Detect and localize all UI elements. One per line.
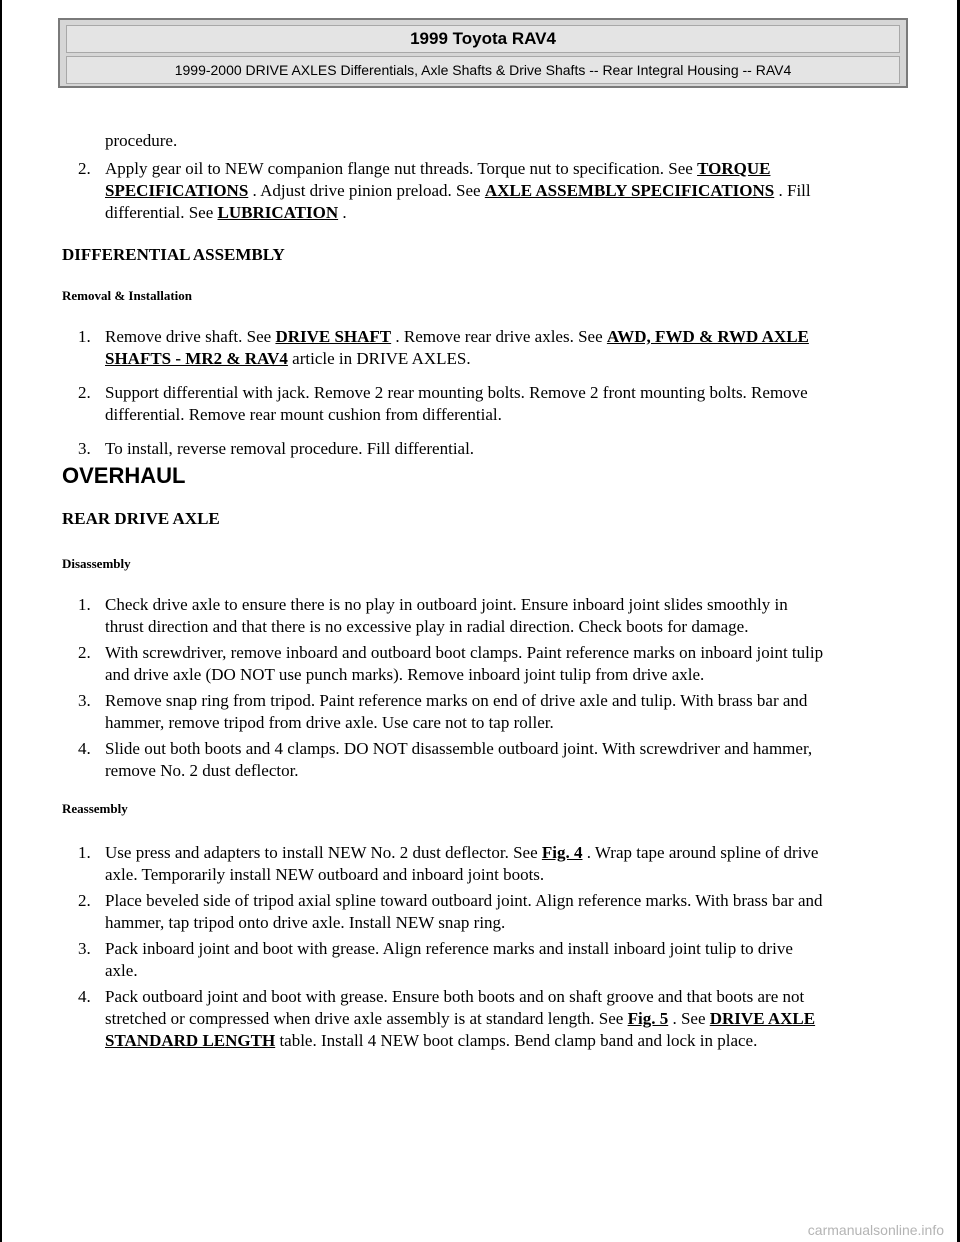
subsection-heading: Reassembly bbox=[62, 801, 128, 816]
list-item-line: Pack outboard joint and boot with grease. Ensure both boots and on shaft groove and that boots are not bbox=[105, 987, 805, 1006]
link-standard-length[interactable]: STANDARD LENGTH bbox=[105, 1031, 276, 1050]
subsection-heading: Disassembly bbox=[62, 556, 131, 571]
section-heading: DIFFERENTIAL ASSEMBLY bbox=[62, 245, 285, 264]
major-heading: OVERHAUL bbox=[62, 463, 186, 488]
list-item-line: differential. See LUBRICATION . bbox=[105, 203, 347, 222]
list-item-line: axle. bbox=[105, 961, 138, 980]
list-item-line: Apply gear oil to NEW companion flange nut threads. Torque nut to specification. See TORQUE bbox=[105, 159, 771, 178]
intro-line: procedure. bbox=[105, 131, 178, 150]
list-item-line: With screwdriver, remove inboard and outboard boot clamps. Paint reference marks on inboard joint tulip bbox=[105, 643, 824, 662]
list-number: 1. bbox=[78, 327, 91, 346]
list-item-line: differential. Remove rear mount cushion from differential. bbox=[105, 405, 502, 424]
list-item-line: Remove drive shaft. See DRIVE SHAFT . Remove rear drive axles. See AWD, FWD & RWD AXLE bbox=[105, 327, 809, 346]
list-number: 1. bbox=[78, 843, 91, 862]
list-item-line: STANDARD LENGTH table. Install 4 NEW boot clamps. Bend clamp band and lock in place. bbox=[105, 1031, 758, 1050]
list-item-line: stretched or compressed when drive axle assembly is at standard length. See Fig. 5 . See DRIVE AXLE bbox=[105, 1009, 816, 1028]
list-number: 3. bbox=[78, 939, 91, 958]
list-item-line: Use press and adapters to install NEW No. 2 dust deflector. See Fig. 4 . Wrap tape around spline of drive bbox=[105, 843, 819, 862]
list-item-line: and drive axle (DO NOT use punch marks). Remove inboard joint tulip from drive axle. bbox=[105, 665, 705, 684]
list-number: 4. bbox=[78, 739, 91, 758]
list-item-line: Check drive axle to ensure there is no play in outboard joint. Ensure inboard joint slides smoothly in bbox=[105, 595, 788, 614]
subsection-heading: Removal & Installation bbox=[62, 288, 192, 303]
link-axle-assembly-specifications[interactable]: AXLE ASSEMBLY SPECIFICATIONS bbox=[484, 181, 775, 200]
list-item-line: Remove snap ring from tripod. Paint reference marks on end of drive axle and tulip. With brass bar and bbox=[105, 691, 808, 710]
list-number: 2. bbox=[78, 643, 91, 662]
header-subtitle: 1999-2000 DRIVE AXLES Differentials, Axle Shafts & Drive Shafts -- Rear Integral Housing -- RAV4 bbox=[66, 56, 900, 84]
list-item-line: Pack inboard joint and boot with grease. Align reference marks and install inboard joint tulip to drive bbox=[105, 939, 793, 958]
document-header bbox=[58, 18, 908, 88]
link-fig-4[interactable]: Fig. 4 bbox=[541, 843, 583, 862]
link-lubrication[interactable]: LUBRICATION bbox=[217, 203, 339, 222]
list-item-line: SPECIFICATIONS . Adjust drive pinion preload. See AXLE ASSEMBLY SPECIFICATIONS . Fill bbox=[105, 181, 811, 200]
list-item-line: To install, reverse removal procedure. Fill differential. bbox=[105, 439, 475, 458]
list-number: 3. bbox=[78, 691, 91, 710]
section-heading: REAR DRIVE AXLE bbox=[62, 509, 220, 528]
list-number: 2. bbox=[78, 891, 91, 910]
link-drive-axle[interactable]: DRIVE AXLE bbox=[709, 1009, 816, 1028]
list-number: 1. bbox=[78, 595, 91, 614]
list-number: 4. bbox=[78, 987, 91, 1006]
list-item-line: axle. Temporarily install NEW outboard and inboard joint boots. bbox=[105, 865, 545, 884]
link-fig-5[interactable]: Fig. 5 bbox=[627, 1009, 669, 1028]
list-item-line: thrust direction and that there is no excessive play in radial direction. Check boots for damage. bbox=[105, 617, 749, 636]
link-drive-shaft[interactable]: DRIVE SHAFT bbox=[275, 327, 392, 346]
link-specifications[interactable]: SPECIFICATIONS bbox=[105, 181, 249, 200]
list-number: 2. bbox=[78, 159, 91, 178]
list-item-line: Slide out both boots and 4 clamps. DO NOT disassemble outboard joint. With screwdriver and hammer, bbox=[105, 739, 813, 758]
link-awd-fwd-rwd-axle[interactable]: AWD, FWD & RWD AXLE bbox=[606, 327, 809, 346]
list-number: 2. bbox=[78, 383, 91, 402]
list-item-line: hammer, remove tripod from drive axle. Use care not to tap roller. bbox=[105, 713, 554, 732]
header-title: 1999 Toyota RAV4 bbox=[66, 25, 900, 53]
watermark-text: carmanualsonline.info bbox=[807, 1222, 944, 1238]
page-left-border bbox=[0, 0, 2, 1242]
list-item-line: hammer, tap tripod onto drive axle. Install NEW snap ring. bbox=[105, 913, 506, 932]
list-item-line: Place beveled side of tripod axial spline toward outboard joint. Align reference marks. With brass bar and bbox=[105, 891, 823, 910]
list-item-line: remove No. 2 dust deflector. bbox=[105, 761, 299, 780]
link-torque[interactable]: TORQUE bbox=[697, 159, 771, 178]
link-shafts-mr2-rav4[interactable]: SHAFTS - MR2 & RAV4 bbox=[105, 349, 288, 368]
list-number: 3. bbox=[78, 439, 91, 458]
list-item-line: Support differential with jack. Remove 2 rear mounting bolts. Remove 2 front mounting bolts. Remove bbox=[105, 383, 808, 402]
list-item-line: SHAFTS - MR2 & RAV4 article in DRIVE AXLES. bbox=[105, 349, 471, 368]
